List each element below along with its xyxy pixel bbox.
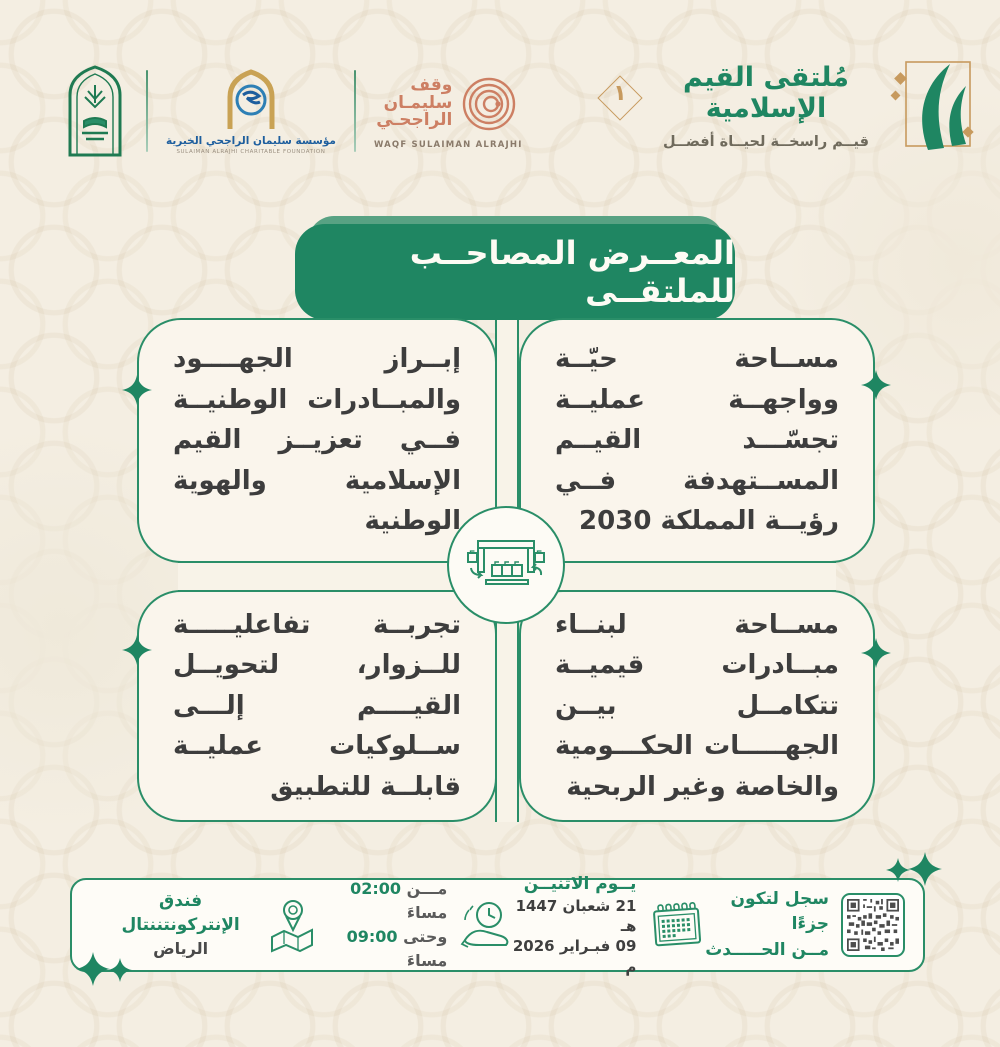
waqf-sulaiman-alrajhi-logo bbox=[374, 73, 523, 150]
time-section bbox=[317, 877, 511, 973]
section-title-banner bbox=[295, 224, 735, 320]
event-date-gregorian: 09 فبـراير 2026 م bbox=[512, 937, 637, 976]
forum-calligraphy-mark-icon bbox=[884, 52, 976, 156]
waqf-name-line3: الراجحـي bbox=[376, 110, 453, 131]
ministry-islamic-affairs-logo bbox=[62, 63, 128, 159]
logo-divider bbox=[354, 70, 356, 152]
time-to: وحتى 09:00 مساءَ bbox=[346, 927, 448, 970]
card-live-space bbox=[519, 318, 875, 563]
footer-corner-diamond bbox=[886, 858, 910, 882]
waqf-name-line1: وقف bbox=[410, 74, 453, 95]
forum-tagline: قيــم راسخــة لحيــاة أفضــل bbox=[663, 134, 869, 150]
foundation-arch-icon bbox=[218, 67, 284, 133]
card-text: مســاحة لبنــاء مبــادرات قيميــة تتكامــل بيــن الجهـــــات الحكـــومية والخاصة وغير الربحية bbox=[555, 609, 839, 802]
footer-corner-diamond bbox=[108, 958, 132, 982]
venue-section bbox=[106, 890, 317, 960]
foundation-name: مؤسسة سليمان الراجحي الخيرية bbox=[166, 135, 336, 147]
edition-number: ١ bbox=[613, 81, 627, 106]
time-from-value: 02:00 bbox=[350, 879, 401, 898]
partner-logos bbox=[62, 52, 523, 170]
alrajhi-foundation-logo bbox=[166, 67, 336, 155]
section-title: المعــرض المصاحــب للملتقــى bbox=[409, 234, 735, 310]
time-from: مـــن 02:00 مساءَ bbox=[350, 879, 448, 922]
waqf-caption: WAQF SULAIMAN ALRAJHI bbox=[373, 139, 523, 150]
card-national-efforts bbox=[137, 318, 497, 563]
waqf-name-line2: سليمـان bbox=[383, 92, 453, 113]
exhibition-booth-icon bbox=[467, 538, 545, 592]
venue-city: الرياض bbox=[153, 938, 209, 958]
exhibition-hub-circle bbox=[447, 506, 565, 624]
card-interactive-experience bbox=[137, 590, 497, 822]
date-section bbox=[511, 873, 704, 977]
qr-code bbox=[841, 893, 905, 957]
event-day: يــوم الاثنيــن bbox=[523, 874, 637, 895]
card-text: إبــراز الجهــــود والمبــادرات الوطنيــة فــي تعزيــز القيم الإسلامية والهوية الوطنية bbox=[173, 344, 461, 537]
register-line2: مــن الحـــــدث bbox=[705, 939, 829, 960]
card-text: تجربــة تفاعليـــــة للــزوار، لتحويــل القيــــم إلـــى ســلوكيات عمليــة قابلــة للتطبيق bbox=[173, 609, 461, 802]
calendar-icon bbox=[648, 898, 704, 952]
forum-brand bbox=[588, 52, 968, 172]
logo-divider bbox=[146, 70, 148, 152]
card-initiatives-space bbox=[519, 590, 875, 822]
forum-title: مُلتقى القيم الإسلامية bbox=[683, 62, 849, 125]
register-section bbox=[704, 887, 905, 964]
event-info-bar bbox=[70, 874, 925, 976]
edition-one-badge bbox=[594, 72, 646, 124]
card-text: مســاحة حيّــة وواجهــة عمليــة تجسّـــد القيــم المســتهدفة فــي رؤيــة المملكة 2030 bbox=[555, 344, 839, 537]
waqf-circles-icon bbox=[458, 73, 520, 135]
footer-corner-diamond bbox=[76, 952, 110, 986]
card-marker-diamond bbox=[122, 635, 152, 665]
time-to-value: 09:00 bbox=[346, 927, 398, 946]
location-pin-icon bbox=[267, 897, 317, 953]
card-marker-diamond bbox=[861, 370, 891, 400]
clock-hand-icon bbox=[459, 898, 511, 952]
footer-corner-diamond bbox=[908, 852, 942, 886]
card-marker-diamond bbox=[122, 375, 152, 405]
card-marker-diamond bbox=[861, 638, 891, 668]
foundation-caption: SULAIMAN ALRAJHI CHARITABLE FOUNDATION bbox=[176, 149, 326, 155]
register-line1: سجل لتكون جزءًا bbox=[730, 888, 829, 935]
event-date-hijri: 21 شعبان 1447 هـ bbox=[515, 896, 637, 936]
venue-name: فندق الإنتركونتننتال bbox=[121, 891, 240, 935]
